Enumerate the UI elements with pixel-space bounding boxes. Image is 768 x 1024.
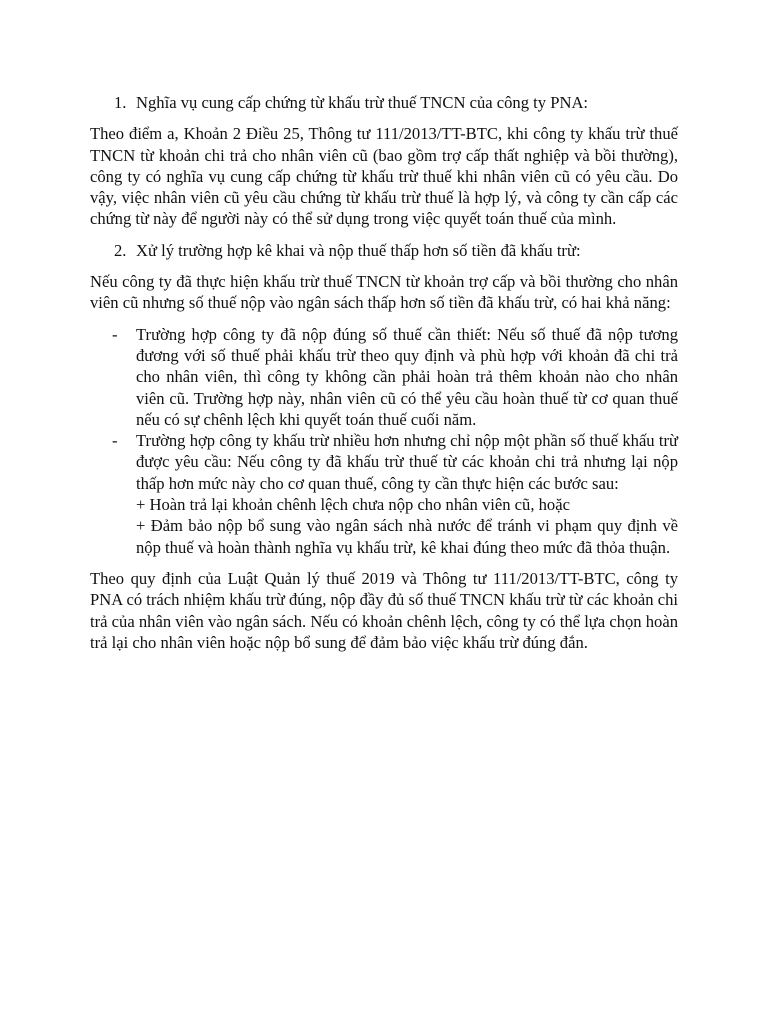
bullet-list [90, 324, 678, 558]
section-heading-text: Nghĩa vụ cung cấp chứng từ khấu trừ thuế TNCN của công ty PNA: [136, 93, 589, 112]
section-heading-text: Xử lý trường hợp kê khai và nộp thuế thấp hơn số tiền đã khấu trừ: [136, 240, 581, 260]
section-heading-2 [90, 240, 678, 261]
bullet-text: Trường hợp công ty đã nộp đúng số thuế cần thiết: Nếu số thuế đã nộp tương đương với số thuế phải khấu trừ theo quy định và phù hợp với khoản đã chi trả cho nhân viên, thì công ty không cần phải hoàn trả thêm khoản nào cho nhân viên cũ. Trường hợp này, nhân viên cũ có thể yêu cầu hoàn thuế từ cơ quan thuế nếu có sự chênh lệch khi quyết toán thuế cuối năm. [136, 324, 678, 429]
bullet-marker: - [112, 431, 118, 451]
paragraph-3: Theo quy định của Luật Quản lý thuế 2019 và Thông tư 111/2013/TT-BTC, công ty PNA có trách nhiệm khấu trừ đúng, nộp đầy đủ số thuế TNCN khấu trừ từ các khoản chi trả của nhân viên vào ngân sách. Nếu có khoản chênh lệch, công ty có thể lựa chọn hoàn trả lại cho nhân viên hoặc nộp bổ sung để đảm bảo việc khấu trừ đúng đắn. [90, 568, 678, 652]
document-page [90, 92, 678, 663]
section-number: 2. [114, 240, 127, 260]
bullet-marker: - [112, 324, 118, 344]
paragraph-1: Theo điểm a, Khoản 2 Điều 25, Thông tư 111/2013/TT-BTC, khi công ty khấu trừ thuế TNCN từ khoản chi trả cho nhân viên cũ (bao gồm trợ cấp thất nghiệp và bồi thường), công ty có nghĩa vụ cung cấp chứng từ khấu trừ thuế khi nhân viên cũ có yêu cầu. Do vậy, việc nhân viên cũ yêu cầu chứng từ khấu trừ thuế là hợp lý, và công ty cần cấp các chứng từ này để người này có thể sử dụng trong việc quyết toán thuế của mình. [90, 124, 678, 229]
paragraph-2: Nếu công ty đã thực hiện khấu trừ thuế TNCN từ khoản trợ cấp và bồi thường cho nhân viên cũ nhưng số thuế nộp vào ngân sách thấp hơn số tiền đã khấu trừ, có hai khả năng: [90, 272, 678, 313]
bullet-text: Trường hợp công ty khấu trừ nhiều hơn nhưng chỉ nộp một phần số thuế khấu trừ được yêu cầu: Nếu công ty đã khấu trừ thuế từ các khoản chi trả nhưng lại nộp thấp hơn mức này cho cơ quan thuế, công ty cần thực hiện các bước sau: [136, 431, 678, 493]
list-item [90, 324, 678, 430]
list-item [90, 430, 678, 558]
section-heading-1 [90, 92, 678, 113]
section-number: 1. [114, 93, 127, 112]
sub-item: + Hoàn trả lại khoản chênh lệch chưa nộp cho nhân viên cũ, hoặc [136, 495, 570, 515]
sub-item: + Đảm bảo nộp bổ sung vào ngân sách nhà nước để tránh vi phạm quy định về nộp thuế và hoàn thành nghĩa vụ khấu trừ, kê khai đúng theo mức đã thỏa thuận. [136, 516, 678, 557]
bullet-content [136, 430, 678, 558]
